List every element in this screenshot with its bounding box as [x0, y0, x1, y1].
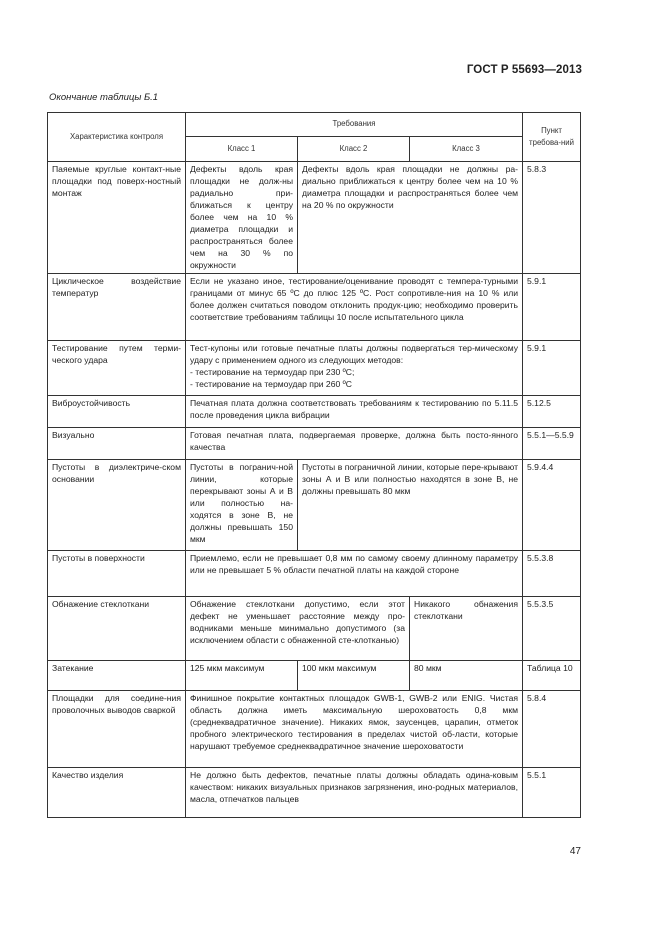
row-characteristic: Площадки для соедине-ния проволочных выводов сваркой [48, 691, 186, 768]
row-item: 5.5.3.8 [523, 551, 581, 597]
table-header-row [48, 113, 581, 137]
row-item: 5.5.1 [523, 768, 581, 818]
row-text-line: Тест-купоны или готовые печатные платы должны подвергаться тер-мическому удару с применением одного из следующих методов: [190, 343, 519, 365]
table-row [48, 768, 581, 818]
row-item: 5.8.3 [523, 162, 581, 274]
row-class-1-2: Обнажение стеклоткани допустимо, если этот дефект не уменьшает расстояние между про-водниками меньше минимально допустимого (за исключением области с обнаженной сте-клотканью) [186, 597, 410, 661]
row-class-1: Дефекты вдоль края площадки не долж-ны радиально при-ближаться к центру более чем на 10 % диаметра площадки и распространяться более чем на 30 % по окружности [186, 162, 298, 274]
row-class-3: 80 мкм [410, 661, 523, 691]
row-item: 5.12.5 [523, 396, 581, 428]
table-row [48, 341, 581, 396]
header-item: Пункт требова-ний [523, 113, 581, 162]
row-all-classes: Если не указано иное, тестирование/оценивание проводят с темпера-турными границами от минус 65 ºС до плюс 125 ºС. Рост сопротивле-ния на 10 % или более должен считаться поводом отклонить продук-цию; необходимо проверить соответствие требованиям таблицы 10 после испытательного цикла [186, 274, 523, 341]
row-all-classes: Готовая печатная плата, подвергаемая проверке, должна быть посто-янного качества [186, 428, 523, 460]
row-characteristic: Тестирование путем терми-ческого удара [48, 341, 186, 396]
row-class-1: 125 мкм максимум [186, 661, 298, 691]
page-number: 47 [569, 846, 581, 857]
document-number: ГОСТ Р 55693—2013 [466, 64, 582, 76]
table-row [48, 396, 581, 428]
row-class-3: Никакого обнажения стеклоткани [410, 597, 523, 661]
table-row [48, 428, 581, 460]
row-characteristic: Визуально [48, 428, 186, 460]
row-item: Таблица 10 [523, 661, 581, 691]
row-text-line: - тестирование на термоудар при 260 ºС [190, 379, 352, 389]
row-all-classes: Не должно быть дефектов, печатные платы должны обладать одина-ковым качеством: никаких визуальных признаков загрязнения, ино-родных материалов, масла, отпечатков пальцев [186, 768, 523, 818]
row-characteristic: Качество изделия [48, 768, 186, 818]
table-row [48, 551, 581, 597]
header-class-3: Класс 3 [410, 137, 523, 162]
row-all-classes: Печатная плата должна соответствовать требованиям к тестированию по 5.11.5 после проведения цикла вибрации [186, 396, 523, 428]
row-class-2-3: Пустоты в пограничной линии, которые пере-крывают зоны А и В или полностью находятся в зоне В, не должны превышать 80 мкм [298, 460, 523, 551]
table-row [48, 162, 581, 274]
row-item: 5.8.4 [523, 691, 581, 768]
row-characteristic: Пустоты в поверхности [48, 551, 186, 597]
row-item: 5.9.4.4 [523, 460, 581, 551]
row-characteristic: Виброустойчивость [48, 396, 186, 428]
row-all-classes: Приемлемо, если не превышает 0,8 мм по самому своему длинному параметру или не превышает 5 % области печатной платы на каждой стороне [186, 551, 523, 597]
header-class-1: Класс 1 [186, 137, 298, 162]
table-row [48, 274, 581, 341]
row-class-2: 100 мкм максимум [298, 661, 410, 691]
table-row [48, 691, 581, 768]
row-class-1: Пустоты в погранич-ной линии, которые перекрывают зоны А и В или полностью на-ходятся в зоне В, не должны превышать 150 мкм [186, 460, 298, 551]
table-row [48, 460, 581, 551]
table-row [48, 597, 581, 661]
row-text-line: - тестирование на термоудар при 230 ºС; [190, 367, 355, 377]
row-all-classes: Финишное покрытие контактных площадок GWB-1, GWB-2 или ENIG. Чистая область должна иметь максимальную шероховатость 0,8 мкм (среднеквадратичное значение). Никаких ямок, заусенцев, царапин, отметок пробного электрического тестирования в пределах чистой об-ласти, которые нарушают требуемое среднеквадратичное значение шероховатости [186, 691, 523, 768]
row-item: 5.5.3.5 [523, 597, 581, 661]
header-requirements: Требования [186, 113, 523, 137]
header-characteristic: Характеристика контроля [48, 113, 186, 162]
row-item: 5.9.1 [523, 341, 581, 396]
row-characteristic: Пустоты в диэлектриче-ском основании [48, 460, 186, 551]
row-all-classes [186, 341, 523, 396]
table-caption: Окончание таблицы Б.1 [49, 92, 159, 103]
row-characteristic: Обнажение стеклоткани [48, 597, 186, 661]
row-item: 5.9.1 [523, 274, 581, 341]
row-class-2-3: Дефекты вдоль края площадки не должны ра-диально приближаться к центру более чем на 10 % диаметра площадки и распространяться более чем на 20 % по окружности [298, 162, 523, 274]
row-characteristic: Паяемые круглые контакт-ные площадки под поверх-ностный монтаж [48, 162, 186, 274]
table-row [48, 661, 581, 691]
row-item: 5.5.1—5.5.9 [523, 428, 581, 460]
header-class-2: Класс 2 [298, 137, 410, 162]
requirements-table [47, 112, 581, 818]
row-characteristic: Затекание [48, 661, 186, 691]
row-characteristic: Циклическое воздействие температур [48, 274, 186, 341]
